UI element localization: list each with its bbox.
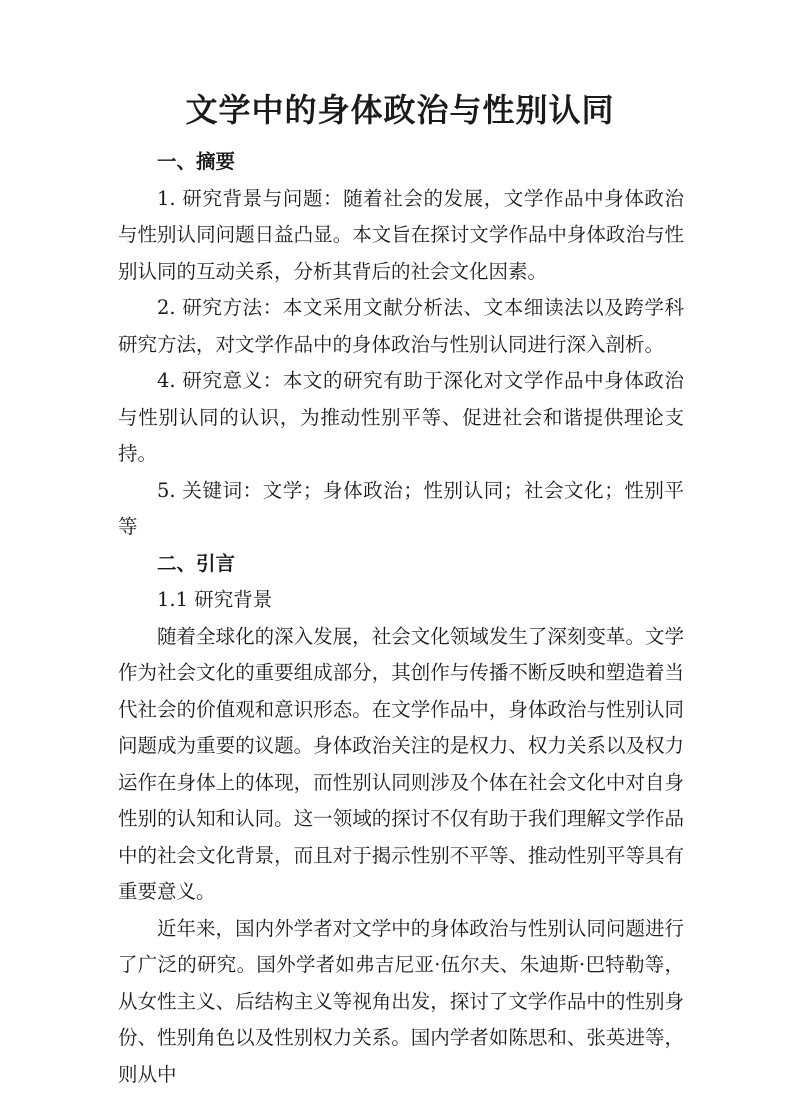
document-body (118, 144, 684, 1093)
section-heading-intro: 二、引言 (118, 546, 684, 583)
abstract-item-background: 1. 研究背景与问题：随着社会的发展，文学作品中身体政治与性别认同问题日益凸显。本文旨在探讨文学作品中身体政治与性别认同的互动关系，分析其背后的社会文化因素。 (118, 181, 684, 291)
abstract-item-significance: 4. 研究意义：本文的研究有助于深化对文学作品中身体政治与性别认同的认识，为推动性别平等、促进社会和谐提供理论支持。 (118, 363, 684, 473)
subsection-heading-background: 1.1 研究背景 (118, 582, 684, 619)
intro-paragraph-2: 近年来，国内外学者对文学中的身体政治与性别认同问题进行了广泛的研究。国外学者如弗吉尼亚·伍尔夫、朱迪斯·巴特勒等，从女性主义、后结构主义等视角出发，探讨了文学作品中的性别身份、性别角色以及性别权力关系。国内学者如陈思和、张英进等，则从中 (118, 911, 684, 1093)
abstract-item-keywords: 5. 关键词：文学；身体政治；性别认同；社会文化；性别平等 (118, 473, 684, 546)
section-heading-abstract: 一、摘要 (118, 144, 684, 181)
intro-paragraph-1: 随着全球化的深入发展，社会文化领域发生了深刻变革。文学作为社会文化的重要组成部分，其创作与传播不断反映和塑造着当代社会的价值观和意识形态。在文学作品中，身体政治与性别认同问题成为重要的议题。身体政治关注的是权力、权力关系以及权力运作在身体上的体现，而性别认同则涉及个体在社会文化中对自身性别的认知和认同。这一领域的探讨不仅有助于我们理解文学作品中的社会文化背景，而且对于揭示性别不平等、推动性别平等具有重要意义。 (118, 619, 684, 911)
document-title: 文学中的身体政治与性别认同 (0, 88, 800, 132)
abstract-item-method: 2. 研究方法：本文采用文献分析法、文本细读法以及跨学科研究方法，对文学作品中的身体政治与性别认同进行深入剖析。 (118, 290, 684, 363)
